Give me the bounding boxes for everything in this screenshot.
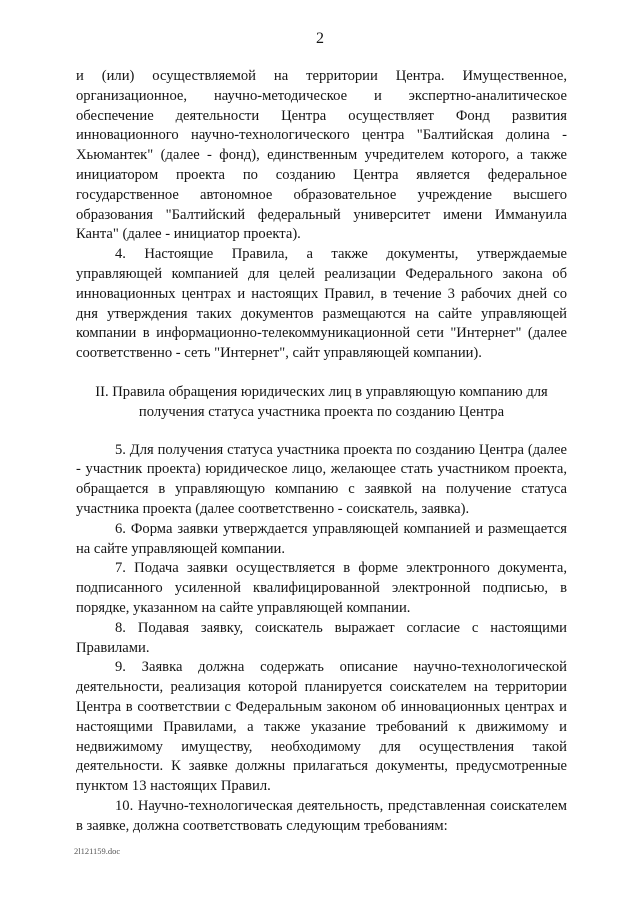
paragraph-5: 5. Для получения статуса участника проекта по созданию Центра (далее - участник проекта) юридическое лицо, желающее стать участником проекта, обращается в управляющую компанию с заявкой на получение статуса участника проекта (далее соответственно - соискатель, заявка).: [76, 441, 567, 517]
paragraph-7: 7. Подача заявки осуществляется в форме электронного документа, подписанного усиленной квалифицированной электронной подписью, в порядке, указанном на сайте управляющей компании.: [76, 560, 567, 616]
paragraph-10: 10. Научно-технологическая деятельность, представленная соискателем в заявке, должна соответствовать следующим требованиям:: [76, 797, 567, 834]
footer-file-id: 2l121159.doc: [74, 846, 121, 856]
paragraph-9: 9. Заявка должна содержать описание научно-технологической деятельности, реализация которой планируется соискателем на территории Центра в соответствии с Федеральным законом об инновационных центрах и настоящими Правилами, а также указание требований к движимому и недвижимому имуществу, необходимому для осуществления такой деятельности. К заявке должны прилагаться документы, предусмотренные пунктом 13 настоящих Правил.: [76, 659, 567, 795]
paragraph-6: 6. Форма заявки утверждается управляющей компанией и размещается на сайте управляющей компании.: [76, 520, 567, 557]
page-number: 2: [316, 30, 324, 47]
section-heading: II. Правила обращения юридических лиц в управляющую компанию для получения статуса участника проекта по созданию Центра: [95, 383, 548, 420]
paragraph-8: 8. Подавая заявку, соискатель выражает согласие с настоящими Правилами.: [76, 619, 567, 656]
paragraph-4: 4. Настоящие Правила, а также документы, утверждаемые управляющей компанией для целей реализации Федерального закона об инновационных центрах и настоящих Правил, в течение 3 рабочих дней со дня утверждения таких документов размещаются на сайте управляющей компании в информационно-телекоммуникационной сети "Интернет" (далее соответственно - сеть "Интернет", сайт управляющей компании).: [76, 246, 567, 362]
document-body: [76, 67, 567, 836]
paragraph-continuation: и (или) осуществляемой на территории Центра. Имущественное, организационное, научно-методическое и экспертно-аналитическое обеспечение деятельности Центра осуществляет Фонд развития инновационного научно-технологического центра "Балтийская долина - Хьюмантек" (далее - фонд), единственным учредителем которого, а также инициатором проекта по созданию Центра является федеральное государственное автономное образовательное учреждение высшего образования "Балтийский федеральный университет имени Иммануила Канта" (далее - инициатор проекта).: [76, 68, 567, 243]
